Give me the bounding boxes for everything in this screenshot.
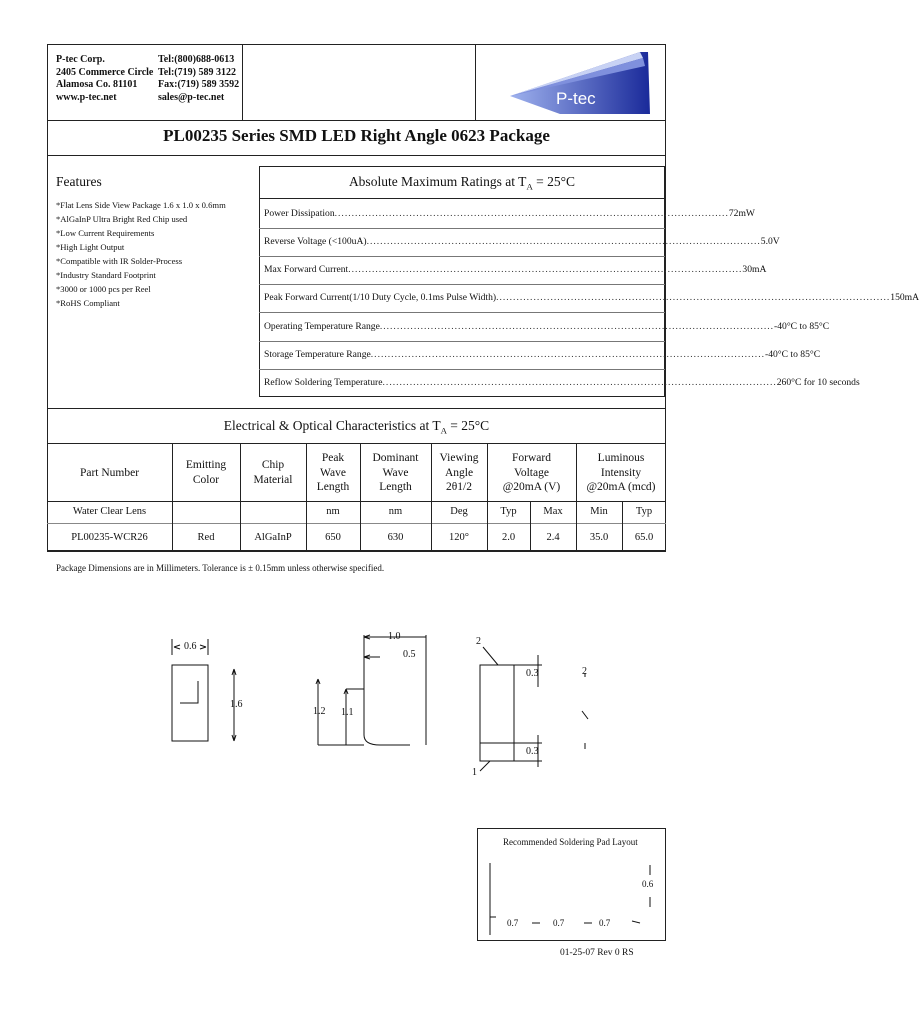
eo-line-bottom bbox=[47, 551, 666, 552]
pad-dim-w1: 0.7 bbox=[507, 918, 519, 928]
dim-0-3-bottom: 0.3 bbox=[526, 746, 539, 757]
amr-row bbox=[264, 292, 919, 303]
logo-text: P-tec bbox=[556, 89, 596, 108]
amr-label: Max Forward Current bbox=[264, 264, 349, 275]
th-luminous: Luminous Intensity @20mA (mcd) bbox=[586, 452, 656, 493]
th-chip: Chip Material bbox=[253, 459, 293, 486]
feature-item: *High Light Output bbox=[56, 242, 125, 252]
features-heading: Features bbox=[56, 174, 102, 189]
amr-leader-dots: .................................................................................................................... bbox=[496, 292, 891, 303]
eo-line-units bbox=[47, 523, 666, 524]
unit-view: Deg bbox=[450, 506, 468, 517]
side-label-2: 2 bbox=[582, 666, 587, 677]
lead-label-2: 2 bbox=[476, 636, 481, 647]
amr-leader-dots: .................................................................................................................... bbox=[348, 264, 743, 275]
eo-title: Electrical & Optical Characteristics at $T_A = 25^\circ C$ bbox=[223, 418, 490, 436]
amr-label: Power Dissipation bbox=[264, 208, 335, 219]
amr-row bbox=[264, 208, 755, 219]
amr-leader-dots: .................................................................................................................... bbox=[382, 377, 777, 388]
amr-row-divider bbox=[259, 228, 665, 229]
header-vline-2 bbox=[475, 44, 476, 120]
amr-value: 150mA bbox=[890, 292, 919, 303]
amr-leader-dots: .................................................................................................................... bbox=[370, 349, 765, 360]
cell-vmax: 2.4 bbox=[546, 532, 560, 543]
company-name: P-tec Corp. bbox=[56, 54, 105, 65]
amr-title-divider bbox=[259, 198, 665, 199]
cell-lmin: 35.0 bbox=[589, 532, 609, 543]
cell-vtyp: 2.0 bbox=[501, 532, 516, 543]
amr-value: 30mA bbox=[742, 264, 767, 275]
lead-label-1: 1 bbox=[472, 767, 477, 778]
amr-label: Reverse Voltage (<100uA) bbox=[264, 236, 367, 247]
amr-row bbox=[264, 377, 860, 388]
th-emitting: Emitting Color bbox=[185, 459, 227, 486]
amr-value: -40°C to 85°C bbox=[765, 349, 821, 360]
company-email: sales@p-tec.net bbox=[158, 91, 225, 103]
th-part: Part Number bbox=[79, 467, 140, 479]
feature-item: *Compatible with IR Solder-Process bbox=[56, 256, 183, 266]
amr-value: -40°C to 85°C bbox=[774, 321, 830, 332]
cell-view: 120° bbox=[449, 532, 469, 543]
company-phones bbox=[158, 54, 239, 104]
amr-leader-dots: .................................................................................................................... bbox=[334, 208, 729, 219]
company-web: www.p-tec.net bbox=[56, 91, 117, 103]
revision-footer: 01-25-07 Rev 0 RS bbox=[560, 948, 634, 958]
unit-lmin: Min bbox=[590, 506, 608, 517]
th-dominant: Dominant Wave Length bbox=[372, 452, 419, 493]
eo-line-head bbox=[47, 501, 666, 502]
pad-dim-w2: 0.7 bbox=[553, 918, 565, 928]
unit-ltyp: Typ bbox=[635, 506, 653, 517]
dim-1-2: 1.2 bbox=[313, 706, 326, 717]
amr-row bbox=[264, 321, 830, 332]
amr-row bbox=[264, 236, 780, 247]
amr-value: 260°C for 10 seconds bbox=[776, 377, 860, 388]
dimension-note: Package Dimensions are in Millimeters. Tolerance is ± 0.15mm unless otherwise specified. bbox=[56, 563, 385, 573]
ptec-logo bbox=[500, 50, 660, 116]
cell-ltyp: 65.0 bbox=[634, 532, 654, 543]
unit-vmax: Max bbox=[543, 506, 563, 517]
header-divider bbox=[47, 120, 666, 121]
cell-color: Red bbox=[197, 532, 215, 543]
amr-leader-dots: .................................................................................................................... bbox=[379, 321, 775, 332]
company-street: 2405 Commerce Circle bbox=[56, 66, 154, 78]
front-view bbox=[172, 639, 236, 741]
amr-label: Operating Temperature Range bbox=[264, 321, 380, 332]
feature-item: *Industry Standard Footprint bbox=[56, 270, 156, 280]
amr-title: Absolute Maximum Ratings at $T_A = 25^\circ C$ bbox=[348, 174, 576, 192]
eo-line-top bbox=[47, 443, 666, 444]
header-vline-1 bbox=[242, 44, 243, 120]
unit-dom: nm bbox=[388, 506, 403, 517]
amr-row bbox=[264, 349, 821, 360]
title-divider bbox=[47, 155, 666, 156]
dim-1-6: 1.6 bbox=[230, 699, 243, 710]
cell-chip: AlGaInP bbox=[254, 532, 292, 543]
package-drawing bbox=[150, 625, 620, 785]
th-peak: Peak Wave Length bbox=[316, 452, 350, 493]
amr-row bbox=[264, 264, 767, 275]
amr-label: Peak Forward Current(1/10 Duty Cycle, 0.1ms Pulse Width) bbox=[264, 292, 497, 303]
pad-dim-h: 0.6 bbox=[642, 879, 654, 889]
pad-layout-title: Recommended Soldering Pad Layout bbox=[503, 837, 638, 847]
feature-item: *3000 or 1000 pcs per Reel bbox=[56, 284, 151, 294]
amr-label: Storage Temperature Range bbox=[264, 349, 371, 360]
dim-0-3-top: 0.3 bbox=[526, 668, 539, 679]
unit-vtyp: Typ bbox=[500, 506, 517, 517]
section-divider bbox=[47, 408, 666, 409]
company-address bbox=[56, 54, 153, 104]
amr-row-divider bbox=[259, 256, 665, 257]
feature-item: *Flat Lens Side View Package 1.6 x 1.0 x 0.6mm bbox=[56, 200, 226, 210]
unit-lens: Water Clear Lens bbox=[72, 506, 147, 517]
feature-item: *AlGaInP Ultra Bright Red Chip used bbox=[56, 214, 188, 224]
amr-row-divider bbox=[259, 369, 665, 370]
amr-value: 5.0V bbox=[760, 236, 780, 247]
amr-value: 72mW bbox=[728, 208, 755, 219]
unit-peak: nm bbox=[326, 506, 340, 517]
feature-item: *Low Current Requirements bbox=[56, 228, 155, 238]
company-fax: Fax:(719) 589 3592 bbox=[158, 79, 240, 90]
pad-dim-w3: 0.7 bbox=[599, 918, 611, 928]
cell-dom: 630 bbox=[387, 532, 404, 543]
amr-row-divider bbox=[259, 341, 665, 342]
cell-part: PL00235-WCR26 bbox=[71, 532, 148, 543]
th-viewing: Viewing Angle 2θ1/2 bbox=[439, 452, 479, 493]
amr-label: Reflow Soldering Temperature bbox=[264, 377, 383, 388]
amr-row-divider bbox=[259, 312, 665, 313]
dim-1-1: 1.1 bbox=[341, 707, 354, 718]
dim-0-5: 0.5 bbox=[403, 649, 416, 660]
company-city: Alamosa Co. 81101 bbox=[56, 79, 138, 90]
amr-leader-dots: .................................................................................................................... bbox=[366, 236, 761, 247]
cell-peak: 650 bbox=[325, 532, 341, 543]
dim-0-6: 0.6 bbox=[184, 641, 197, 652]
page-title: PL00235 Series SMD LED Right Angle 0623 Package bbox=[163, 126, 550, 145]
company-tel2: Tel:(719) 589 3122 bbox=[158, 66, 236, 78]
company-tel1: Tel:(800)688-0613 bbox=[158, 54, 235, 65]
feature-item: *RoHS Compliant bbox=[56, 298, 120, 308]
amr-box bbox=[259, 166, 665, 397]
amr-row-divider bbox=[259, 284, 665, 285]
dim-1-0: 1.0 bbox=[388, 631, 401, 642]
th-forward: Forward Voltage @20mA (V) bbox=[502, 452, 561, 493]
